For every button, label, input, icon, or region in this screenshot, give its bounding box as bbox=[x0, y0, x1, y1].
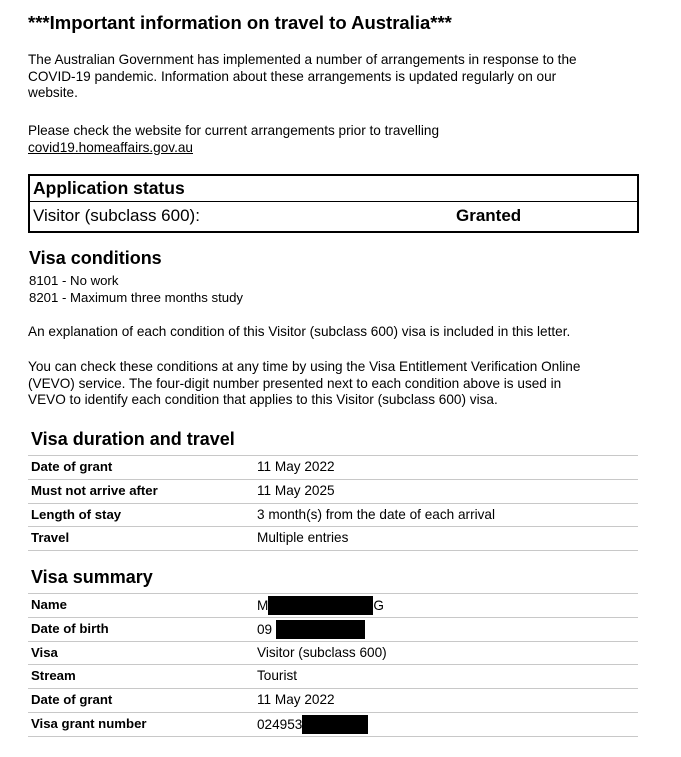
grant-number-prefix: 024953 bbox=[257, 717, 303, 733]
name-suffix: G bbox=[373, 598, 384, 614]
table-row bbox=[28, 526, 638, 551]
table-row bbox=[28, 593, 638, 617]
row-value: 3 month(s) from the date of each arrival bbox=[257, 506, 495, 522]
row-label: Date of grant bbox=[31, 692, 113, 708]
redaction-block bbox=[276, 620, 365, 639]
travel-info-heading: ***Important information on travel to Australia*** bbox=[28, 12, 452, 33]
name-prefix: M bbox=[257, 598, 269, 614]
table-row bbox=[28, 617, 638, 641]
intro-line: website. bbox=[28, 85, 78, 100]
table-row bbox=[28, 688, 638, 712]
row-value: Multiple entries bbox=[257, 530, 349, 546]
vevo-line: You can check these conditions at any time by using the Visa Entitlement Verification Online bbox=[28, 359, 581, 374]
explanation-text: An explanation of each condition of this Visitor (subclass 600) visa is included in this letter. bbox=[28, 324, 571, 339]
table-row bbox=[28, 641, 638, 665]
condition-item: 8101 - No work bbox=[29, 273, 119, 288]
conditions-list bbox=[29, 272, 243, 306]
row-label: Visa bbox=[31, 644, 58, 660]
row-label: Date of birth bbox=[31, 620, 109, 636]
row-label: Stream bbox=[31, 668, 76, 684]
row-label: Date of grant bbox=[31, 459, 113, 474]
vevo-line: (VEVO) service. The four-digit number presented next to each condition above is used in bbox=[28, 375, 562, 391]
application-status-title: Application status bbox=[33, 178, 185, 198]
intro-paragraph bbox=[28, 52, 577, 102]
row-value bbox=[257, 621, 365, 640]
visa-conditions-heading: Visa conditions bbox=[29, 248, 162, 268]
table-row bbox=[28, 503, 638, 527]
condition-item: 8201 - Maximum three months study bbox=[29, 290, 244, 305]
redaction-block bbox=[302, 715, 368, 734]
row-value bbox=[257, 597, 384, 616]
row-value: Tourist bbox=[257, 668, 298, 684]
dob-prefix: 09 bbox=[257, 621, 273, 637]
row-value bbox=[257, 716, 368, 735]
row-value: 11 May 2025 bbox=[257, 482, 335, 498]
row-label: Travel bbox=[31, 530, 70, 546]
table-row bbox=[28, 479, 638, 503]
row-value: 11 May 2022 bbox=[257, 459, 335, 474]
status-value: Granted bbox=[456, 206, 522, 225]
vevo-line: VEVO to identify each condition that applies to this Visitor (subclass 600) visa. bbox=[28, 392, 498, 407]
visa-summary-table bbox=[28, 593, 638, 737]
row-label: Length of stay bbox=[31, 506, 122, 522]
visa-type-label: Visitor (subclass 600): bbox=[33, 206, 200, 225]
check-website-paragraph bbox=[28, 123, 439, 156]
application-status-box bbox=[28, 174, 639, 233]
row-label: Name bbox=[31, 597, 67, 612]
row-value: 11 May 2022 bbox=[257, 692, 335, 708]
table-row bbox=[28, 664, 638, 688]
intro-line: The Australian Government has implemented a number of arrangements in response to the bbox=[28, 52, 577, 67]
table-row bbox=[28, 455, 638, 479]
intro-line: COVID-19 pandemic. Information about these arrangements is updated regularly on our bbox=[28, 68, 557, 84]
visa-duration-heading: Visa duration and travel bbox=[31, 429, 235, 449]
vevo-paragraph bbox=[28, 359, 580, 409]
table-row bbox=[28, 712, 638, 737]
status-divider bbox=[30, 201, 637, 202]
redaction-block bbox=[268, 596, 373, 615]
row-label: Must not arrive after bbox=[31, 482, 158, 498]
row-value: Visitor (subclass 600) bbox=[257, 644, 387, 660]
row-label: Visa grant number bbox=[31, 715, 147, 731]
conditions-explanation bbox=[28, 324, 570, 341]
covid-info-link[interactable]: covid19.homeaffairs.gov.au bbox=[28, 139, 193, 155]
visa-duration-table bbox=[28, 455, 638, 551]
check-website-text: Please check the website for current arrangements prior to travelling bbox=[28, 123, 440, 138]
visa-summary-heading: Visa summary bbox=[31, 567, 153, 587]
